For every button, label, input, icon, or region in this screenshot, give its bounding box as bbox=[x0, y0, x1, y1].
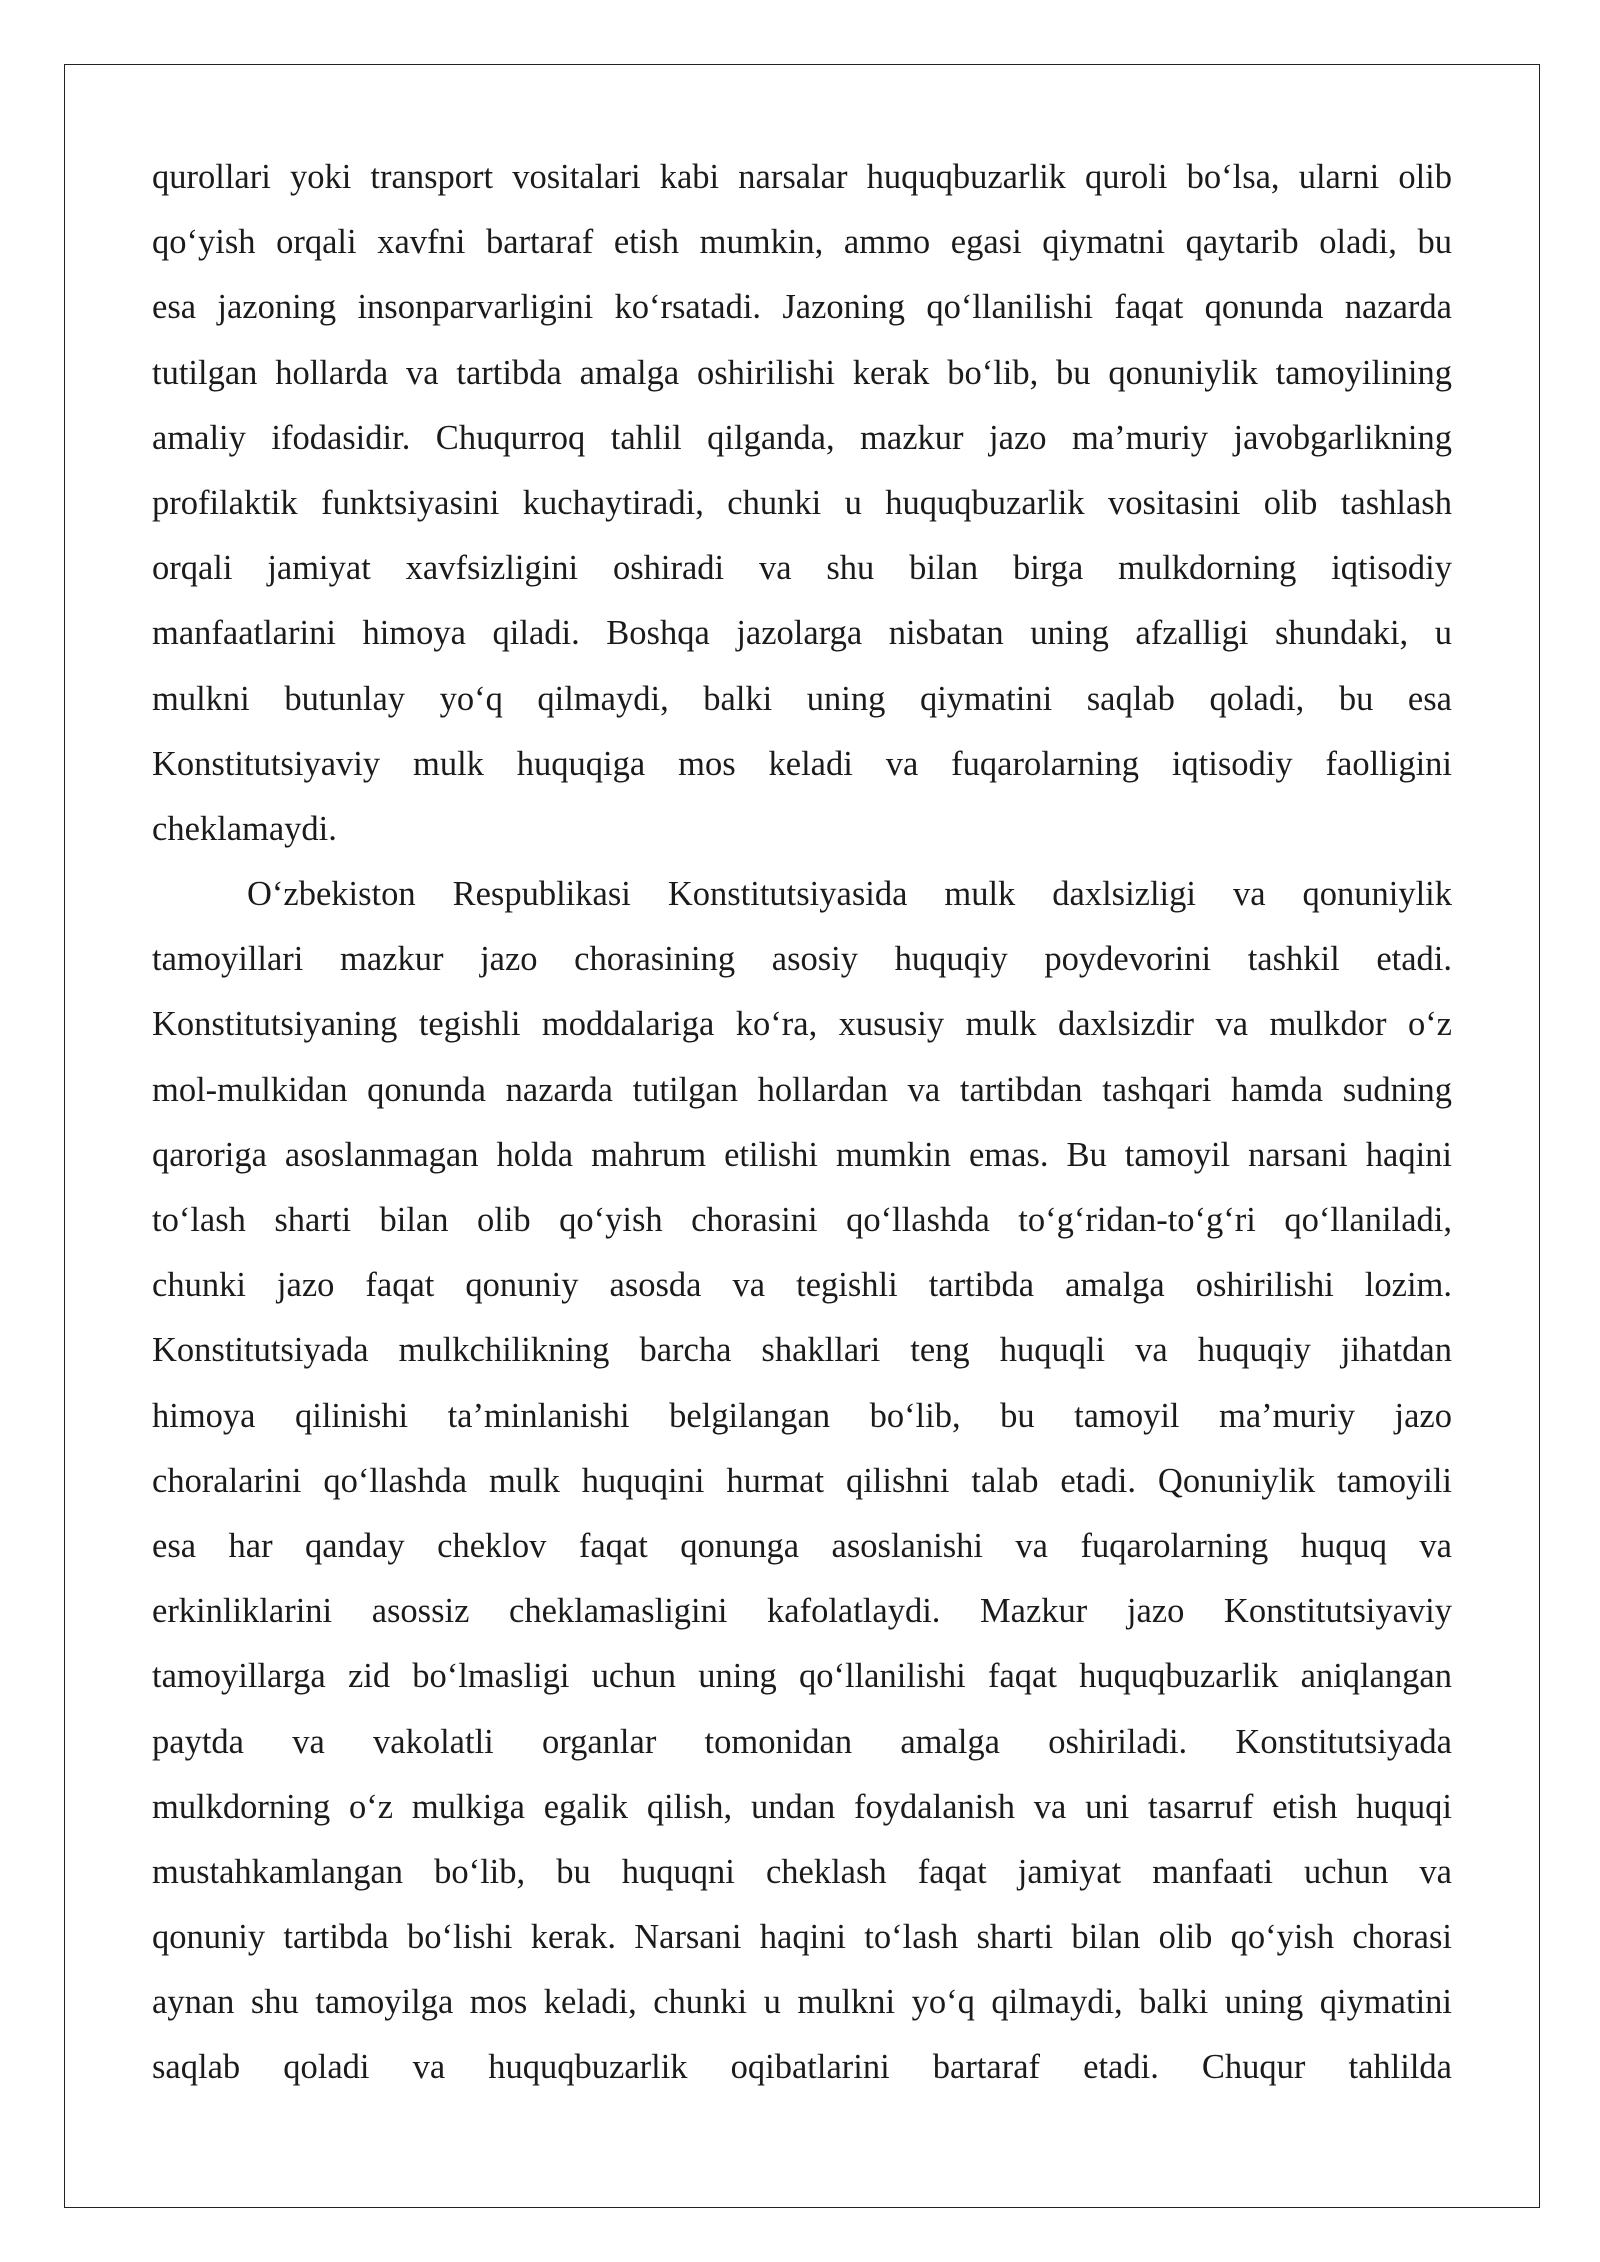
text-line bbox=[152, 1384, 1452, 1449]
text-line-content: tamoyillari mazkur jazo chorasining asosiy huquqiy poydevorini tashkil etadi. bbox=[152, 940, 1452, 979]
text-line bbox=[152, 1775, 1452, 1840]
text-line-content: tamoyillarga zid bo‘lmasligi uchun uning qo‘llanilishi faqat huquqbuzarlik aniqlangan bbox=[152, 1657, 1452, 1696]
text-line bbox=[152, 1905, 1452, 1970]
text-line bbox=[152, 1058, 1452, 1123]
text-line bbox=[152, 927, 1452, 992]
text-line-content: saqlab qoladi va huquqbuzarlik oqibatlarini bartaraf etadi. Chuqur tahlilda bbox=[152, 2048, 1452, 2087]
text-line bbox=[152, 1318, 1452, 1383]
text-line bbox=[152, 1579, 1452, 1644]
text-line-content: esa jazoning insonparvarligini ko‘rsatadi. Jazoning qo‘llanilishi faqat qonunda nazarda bbox=[152, 288, 1452, 327]
text-line-content: paytda va vakolatli organlar tomonidan amalga oshiriladi. Konstitutsiyada bbox=[152, 1722, 1452, 1761]
text-line bbox=[152, 1123, 1452, 1188]
text-line-content: Konstitutsiyaviy mulk huquqiga mos keladi va fuqarolarning iqtisodiy faolligini bbox=[152, 744, 1452, 783]
text-line-content: qonuniy tartibda bo‘lishi kerak. Narsani haqini to‘lash sharti bilan olib qo‘yish chorasi bbox=[152, 1918, 1452, 1957]
text-line-content: qurollari yoki transport vositalari kabi narsalar huquqbuzarlik quroli bo‘lsa, ularni olib bbox=[152, 158, 1452, 196]
text-line bbox=[152, 275, 1452, 340]
text-line-content: choralarini qo‘llashda mulk huquqini hurmat qilishni talab etadi. Qonuniylik tamoyili bbox=[152, 1461, 1452, 1500]
text-line bbox=[152, 1449, 1452, 1514]
text-line bbox=[152, 601, 1452, 666]
text-line-content: mulkdorning o‘z mulkiga egalik qilish, undan foydalanish va uni tasarruf etish huquqi bbox=[152, 1787, 1452, 1826]
text-line bbox=[152, 1514, 1452, 1579]
text-line bbox=[152, 471, 1452, 536]
text-line-content: Konstitutsiyada mulkchilikning barcha shakllari teng huquqli va huquqiy jihatdan bbox=[152, 1331, 1452, 1370]
text-line bbox=[152, 797, 1452, 862]
text-line-content: esa har qanday cheklov faqat qonunga asoslanishi va fuqarolarning huquq va bbox=[152, 1526, 1452, 1565]
text-line bbox=[152, 1253, 1452, 1318]
text-line bbox=[152, 341, 1452, 406]
text-line-content: qo‘yish orqali xavfni bartaraf etish mumkin, ammo egasi qiymatni qaytarib oladi, bu bbox=[152, 223, 1452, 262]
text-line bbox=[152, 1840, 1452, 1905]
text-line-content: orqali jamiyat xavfsizligini oshiradi va shu bilan birga mulkdorning iqtisodiy bbox=[152, 549, 1452, 588]
text-line-content: amaliy ifodasidir. Chuqurroq tahlil qilganda, mazkur jazo ma’muriy javobgarlikning bbox=[152, 418, 1452, 457]
text-line bbox=[152, 992, 1452, 1057]
text-line-content: tutilgan hollarda va tartibda amalga oshirilishi kerak bo‘lib, bu qonuniylik tamoyilining bbox=[152, 353, 1452, 392]
text-line-content: cheklamaydi. bbox=[152, 809, 337, 848]
text-line bbox=[152, 210, 1452, 275]
text-line-content: to‘lash sharti bilan olib qo‘yish chorasini qo‘llashda to‘g‘ridan-to‘g‘ri qo‘llaniladi, bbox=[152, 1201, 1452, 1239]
text-line bbox=[152, 145, 1452, 210]
text-line-content: himoya qilinishi ta’minlanishi belgilangan bo‘lib, bu tamoyil ma’muriy jazo bbox=[152, 1396, 1452, 1435]
text-line-content: mulkni butunlay yo‘q qilmaydi, balki uning qiymatini saqlab qoladi, bu esa bbox=[152, 679, 1452, 718]
text-line-content: erkinliklarini asossiz cheklamasligini kafolatlaydi. Mazkur jazo Konstitutsiyaviy bbox=[152, 1592, 1452, 1631]
text-line bbox=[152, 1970, 1452, 2035]
document-body bbox=[152, 145, 1452, 2101]
text-line-content: Konstitutsiyaning tegishli moddalariga ko‘ra, xususiy mulk daxlsizdir va mulkdor o‘z bbox=[152, 1005, 1452, 1044]
text-line bbox=[152, 1188, 1452, 1253]
text-line-content: manfaatlarini himoya qiladi. Boshqa jazolarga nisbatan uning afzalligi shundaki, u bbox=[152, 614, 1452, 653]
text-line-content: mustahkamlangan bo‘lib, bu huquqni cheklash faqat jamiyat manfaati uchun va bbox=[152, 1852, 1452, 1891]
text-line-content: mol-mulkidan qonunda nazarda tutilgan hollardan va tartibdan tashqari hamda sudning bbox=[152, 1070, 1452, 1109]
paragraph bbox=[152, 862, 1452, 2101]
text-line bbox=[152, 732, 1452, 797]
text-line bbox=[152, 862, 1452, 927]
text-line bbox=[152, 536, 1452, 601]
text-line-content: chunki jazo faqat qonuniy asosda va tegishli tartibda amalga oshirilishi lozim. bbox=[152, 1266, 1452, 1305]
paragraph bbox=[152, 145, 1452, 862]
text-line-content: O‘zbekiston Respublikasi Konstitutsiyasida mulk daxlsizligi va qonuniylik bbox=[247, 875, 1452, 914]
text-line bbox=[152, 667, 1452, 732]
text-line bbox=[152, 2035, 1452, 2100]
text-line-content: aynan shu tamoyilga mos keladi, chunki u mulkni yo‘q qilmaydi, balki uning qiymatini bbox=[152, 1983, 1452, 2022]
text-line-content: qaroriga asoslanmagan holda mahrum etilishi mumkin emas. Bu tamoyil narsani haqini bbox=[152, 1135, 1452, 1174]
text-line-content: profilaktik funktsiyasini kuchaytiradi, chunki u huquqbuzarlik vositasini olib tashlash bbox=[152, 483, 1452, 522]
text-line bbox=[152, 1644, 1452, 1709]
text-line bbox=[152, 1710, 1452, 1775]
text-line bbox=[152, 406, 1452, 471]
